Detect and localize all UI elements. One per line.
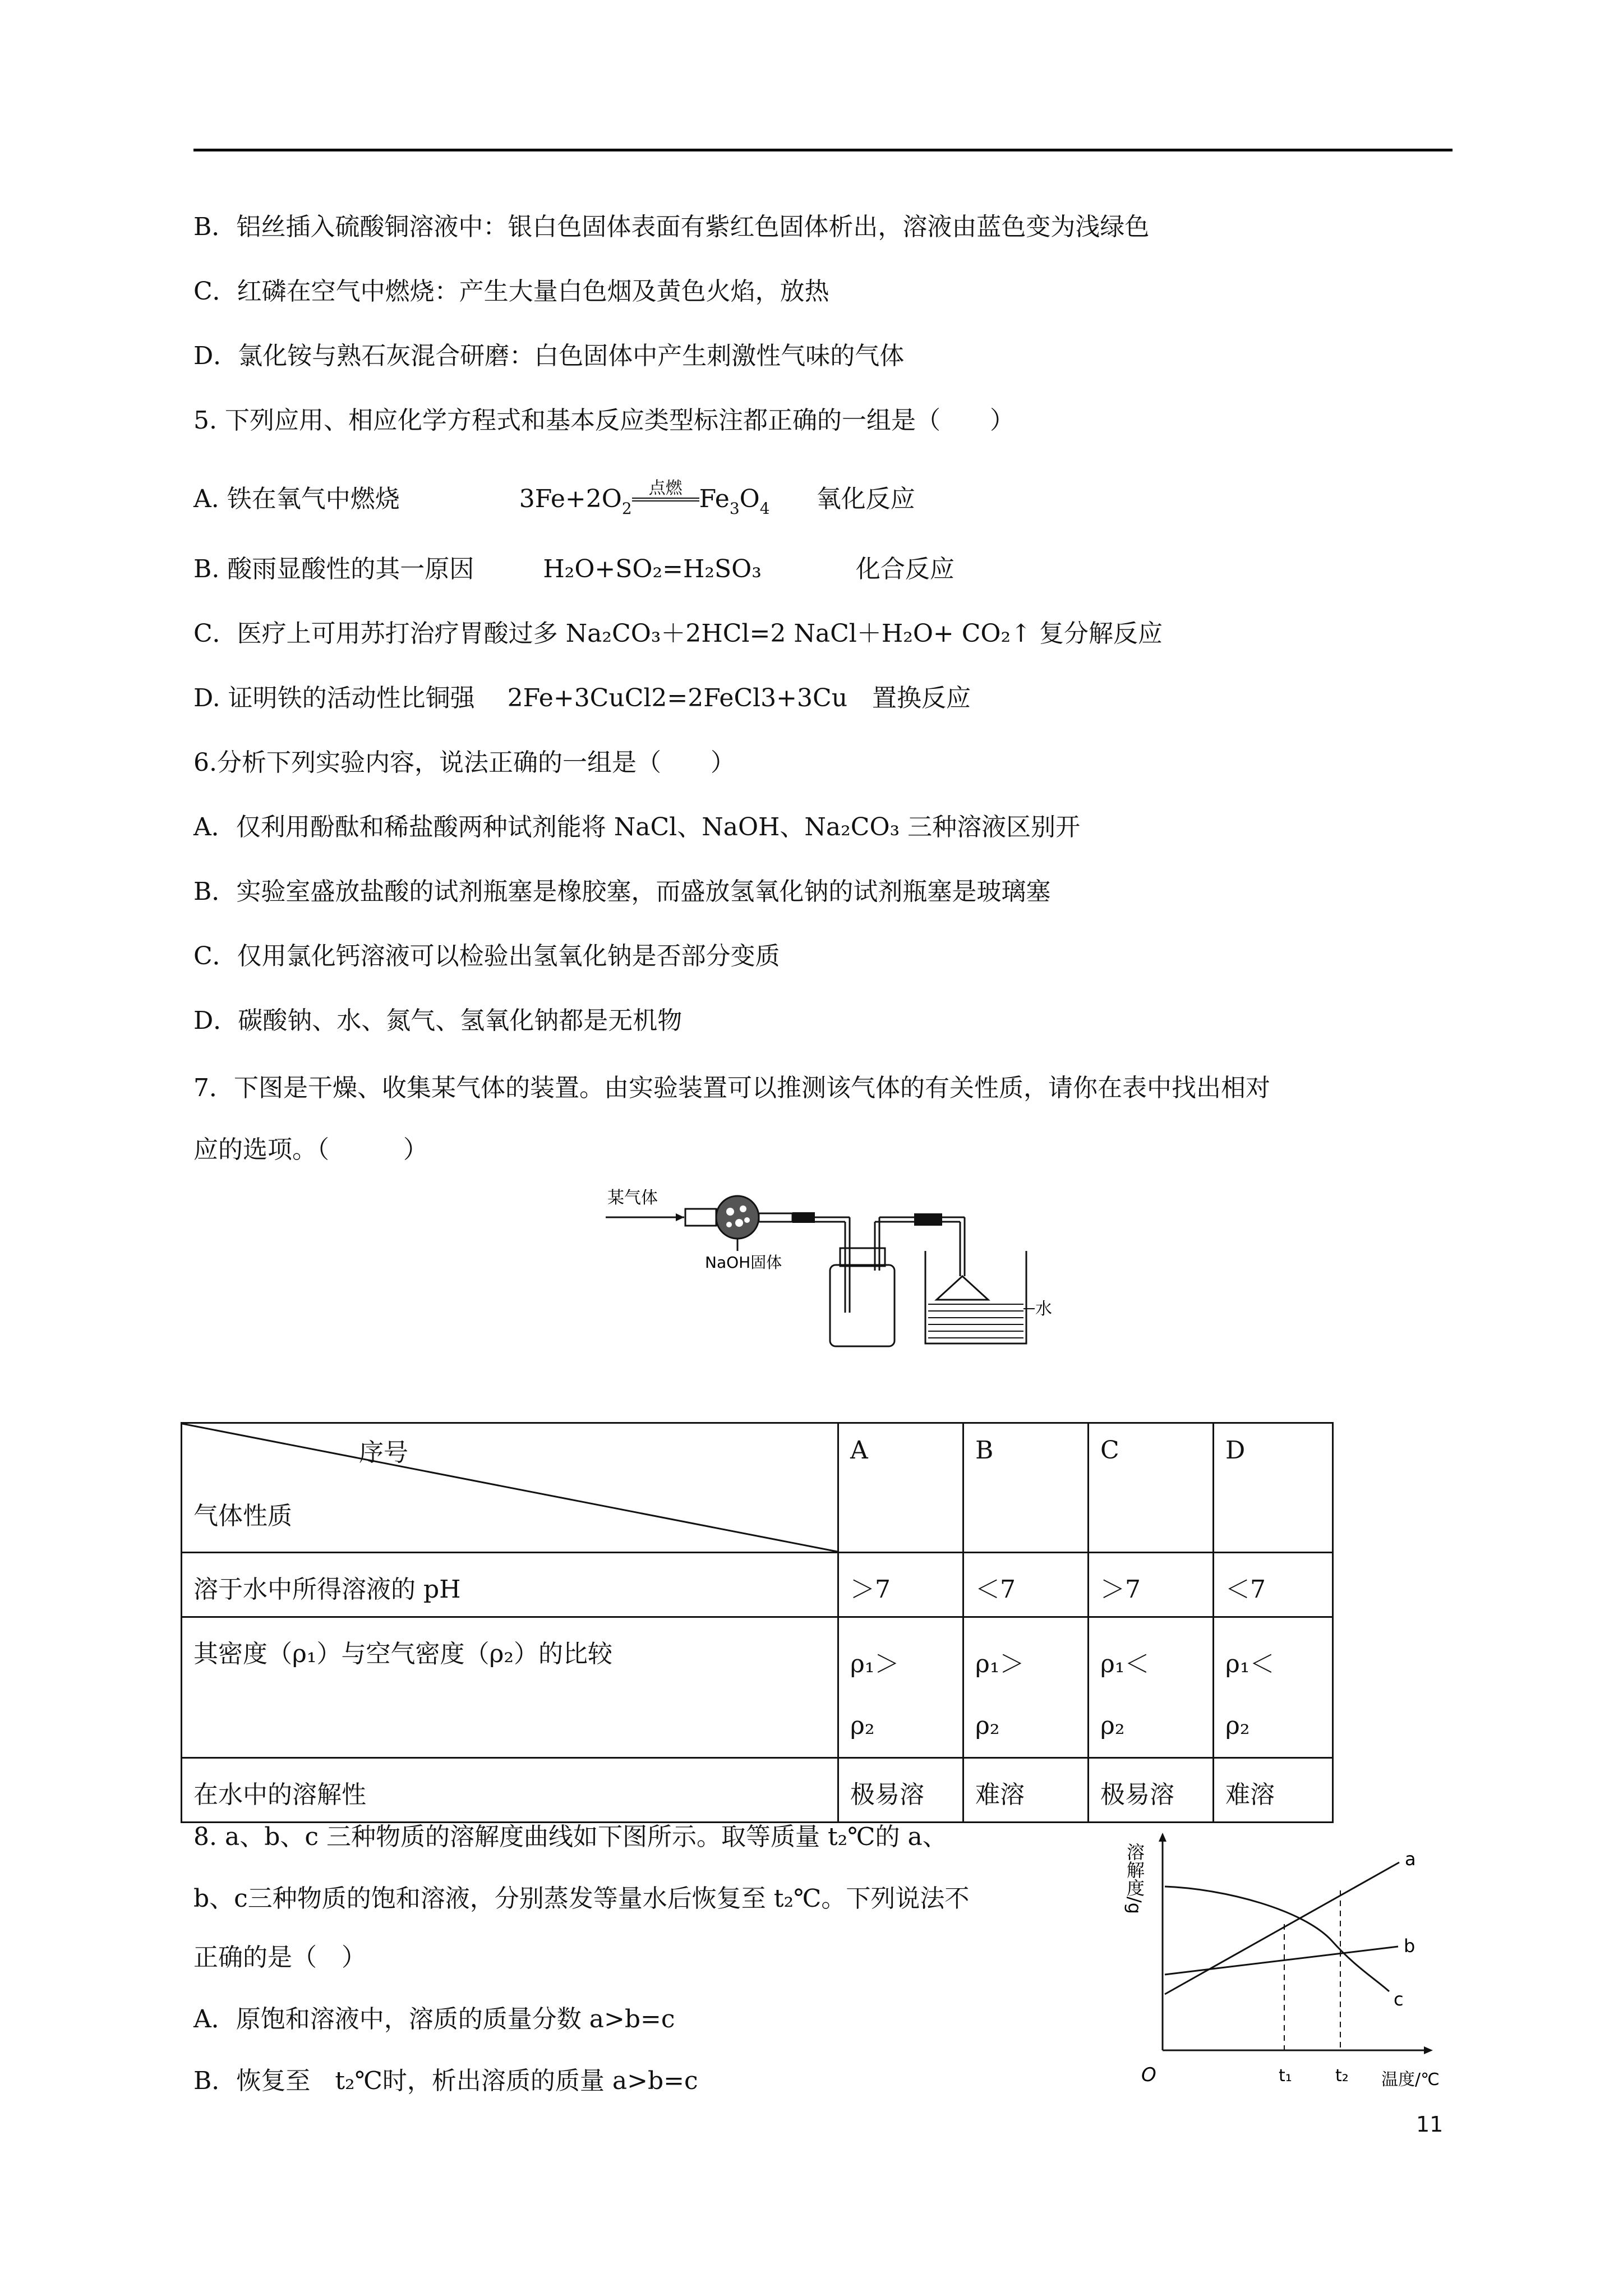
series-b-label: b (1404, 1935, 1415, 1957)
q6-option-d: D．碳酸钠、水、氮气、氢氧化钠都是无机物 (193, 1006, 683, 1035)
x-axis-label: 温度/℃ (1381, 2070, 1440, 2090)
curve-a (1165, 1862, 1399, 1994)
ph-b: ＜7 (963, 1553, 1089, 1617)
density-d: ρ₁＜ ρ₂ (1214, 1617, 1333, 1758)
q4-option-d: D．氯化铵与熟石灰混合研磨：白色固体中产生刺激性气味的气体 (193, 342, 905, 370)
funnel (937, 1276, 988, 1300)
q6-option-c: C．仅用氯化钙溶液可以检验出氢氧化钠是否部分变质 (193, 942, 780, 970)
origin-label: O (1141, 2064, 1156, 2086)
t2-label: t₂ (1335, 2066, 1349, 2086)
row-density-label: 其密度（ρ₁）与空气密度（ρ₂）的比较 (182, 1617, 838, 1758)
q5-option-d: D. 证明铁的活动性比铜强 2Fe+3CuCl2=2FeCl3+3Cu 置换反应 (193, 684, 971, 712)
q4-option-c: C．红磷在空气中燃烧：产生大量白色烟及黄色火焰，放热 (193, 277, 829, 306)
density-b: ρ₁＞ ρ₂ (963, 1617, 1089, 1758)
table-header-diagonal (182, 1423, 838, 1553)
y-axis-label: 溶解度/g (1124, 1843, 1145, 1915)
q4-option-b: B．铝丝插入硫酸铜溶液中：银白色固体表面有紫红色固体析出，溶液由蓝色变为浅绿色 (193, 213, 1150, 241)
q5a-type: 氧化反应 (816, 485, 915, 513)
row-solubility-label: 在水中的溶解性 (182, 1758, 838, 1823)
q8-option-a: A．原饱和溶液中，溶质的质量分数 a>b=c (193, 2005, 675, 2033)
q5-option-c: C．医疗上可用苏打治疗胃酸过多 Na₂CO₃＋2HCl=2 NaCl＋H₂O+ CO₂↑ 复分解反应 (193, 619, 1163, 648)
q6-option-a: A．仅利用酚酞和稀盐酸两种试剂能将 NaCl、NaOH、Na₂CO₃ 三种溶液区别开 (193, 813, 1081, 841)
solubility-b: 难溶 (963, 1758, 1089, 1823)
col-d: D (1214, 1423, 1333, 1553)
q5b-text: B. 酸雨显酸性的其一原因 (193, 555, 474, 583)
solubility-d: 难溶 (1214, 1758, 1333, 1823)
col-a: A (838, 1423, 963, 1553)
q5-option-a (193, 478, 915, 526)
solubility-a: 极易溶 (838, 1758, 963, 1823)
q8-option-b: B．恢复至 t₂℃时，析出溶质的质量 a>b=c (193, 2067, 698, 2095)
naoh-label: NaOH固体 (705, 1253, 782, 1272)
series-a-label: a (1405, 1848, 1416, 1870)
q5b-type: 化合反应 (855, 555, 955, 583)
header-xuhao: 序号 (359, 1438, 408, 1467)
q5a-text: A. 铁在氧气中燃烧 (193, 485, 400, 513)
water-label: 水 (1035, 1299, 1052, 1319)
reaction-condition: 点燃 (632, 490, 699, 512)
ph-d: ＜7 (1214, 1553, 1333, 1617)
ph-a: ＞7 (838, 1553, 963, 1617)
gas-label: 某气体 (607, 1188, 658, 1208)
header-property: 气体性质 (193, 1502, 292, 1530)
question-8-line3: 正确的是（ ） (193, 1943, 366, 1972)
solubility-curve-figure (1124, 1826, 1444, 2095)
page-number: 11 (1416, 2112, 1444, 2137)
ph-c: ＞7 (1089, 1553, 1214, 1617)
question-8-line1: 8. a、b、c 三种物质的溶解度曲线如下图所示。取等质量 t₂℃的 a、 (193, 1823, 947, 1851)
t1-label: t₁ (1279, 2066, 1292, 2086)
question-7-line1: 7．下图是干燥、收集某气体的装置。由实验装置可以推测该气体的有关性质，请你在表中找出相对 (193, 1074, 1270, 1102)
q6-option-b: B．实验室盛放盐酸的试剂瓶塞是橡胶塞，而盛放氢氧化钠的试剂瓶塞是玻璃塞 (193, 877, 1051, 906)
density-a: ρ₁＞ ρ₂ (838, 1617, 963, 1758)
q5-option-b (193, 553, 955, 586)
question-5: 5. 下列应用、相应化学方程式和基本反应类型标注都正确的一组是（ ） (193, 406, 1015, 435)
row-ph-label: 溶于水中所得溶液的 pH (182, 1553, 838, 1617)
drying-tube-bulb (716, 1196, 759, 1239)
question-6: 6.分析下列实验内容，说法正确的一组是（ ） (193, 748, 735, 777)
solubility-c: 极易溶 (1089, 1758, 1214, 1823)
density-c: ρ₁＜ ρ₂ (1089, 1617, 1214, 1758)
gas-drying-apparatus (600, 1181, 1052, 1355)
series-c-label: c (1394, 1989, 1404, 2010)
collection-bottle (830, 1265, 895, 1346)
header-rule (193, 149, 1453, 151)
q5a-equation: $3Fe+2O_2$ 点燃 $Fe_3O_4$ (519, 478, 770, 518)
question-8-line2: b、c三种物质的饱和溶液，分别蒸发等量水后恢复至 t₂℃。下列说法不 (193, 1884, 970, 1913)
col-b: B (963, 1423, 1089, 1553)
gas-property-table (181, 1422, 1334, 1823)
col-c: C (1089, 1423, 1214, 1553)
q5b-equation: H₂O+SO₂=H₂SO₃ (543, 555, 762, 583)
question-7-line2: 应的选项。（ ） (193, 1135, 428, 1164)
